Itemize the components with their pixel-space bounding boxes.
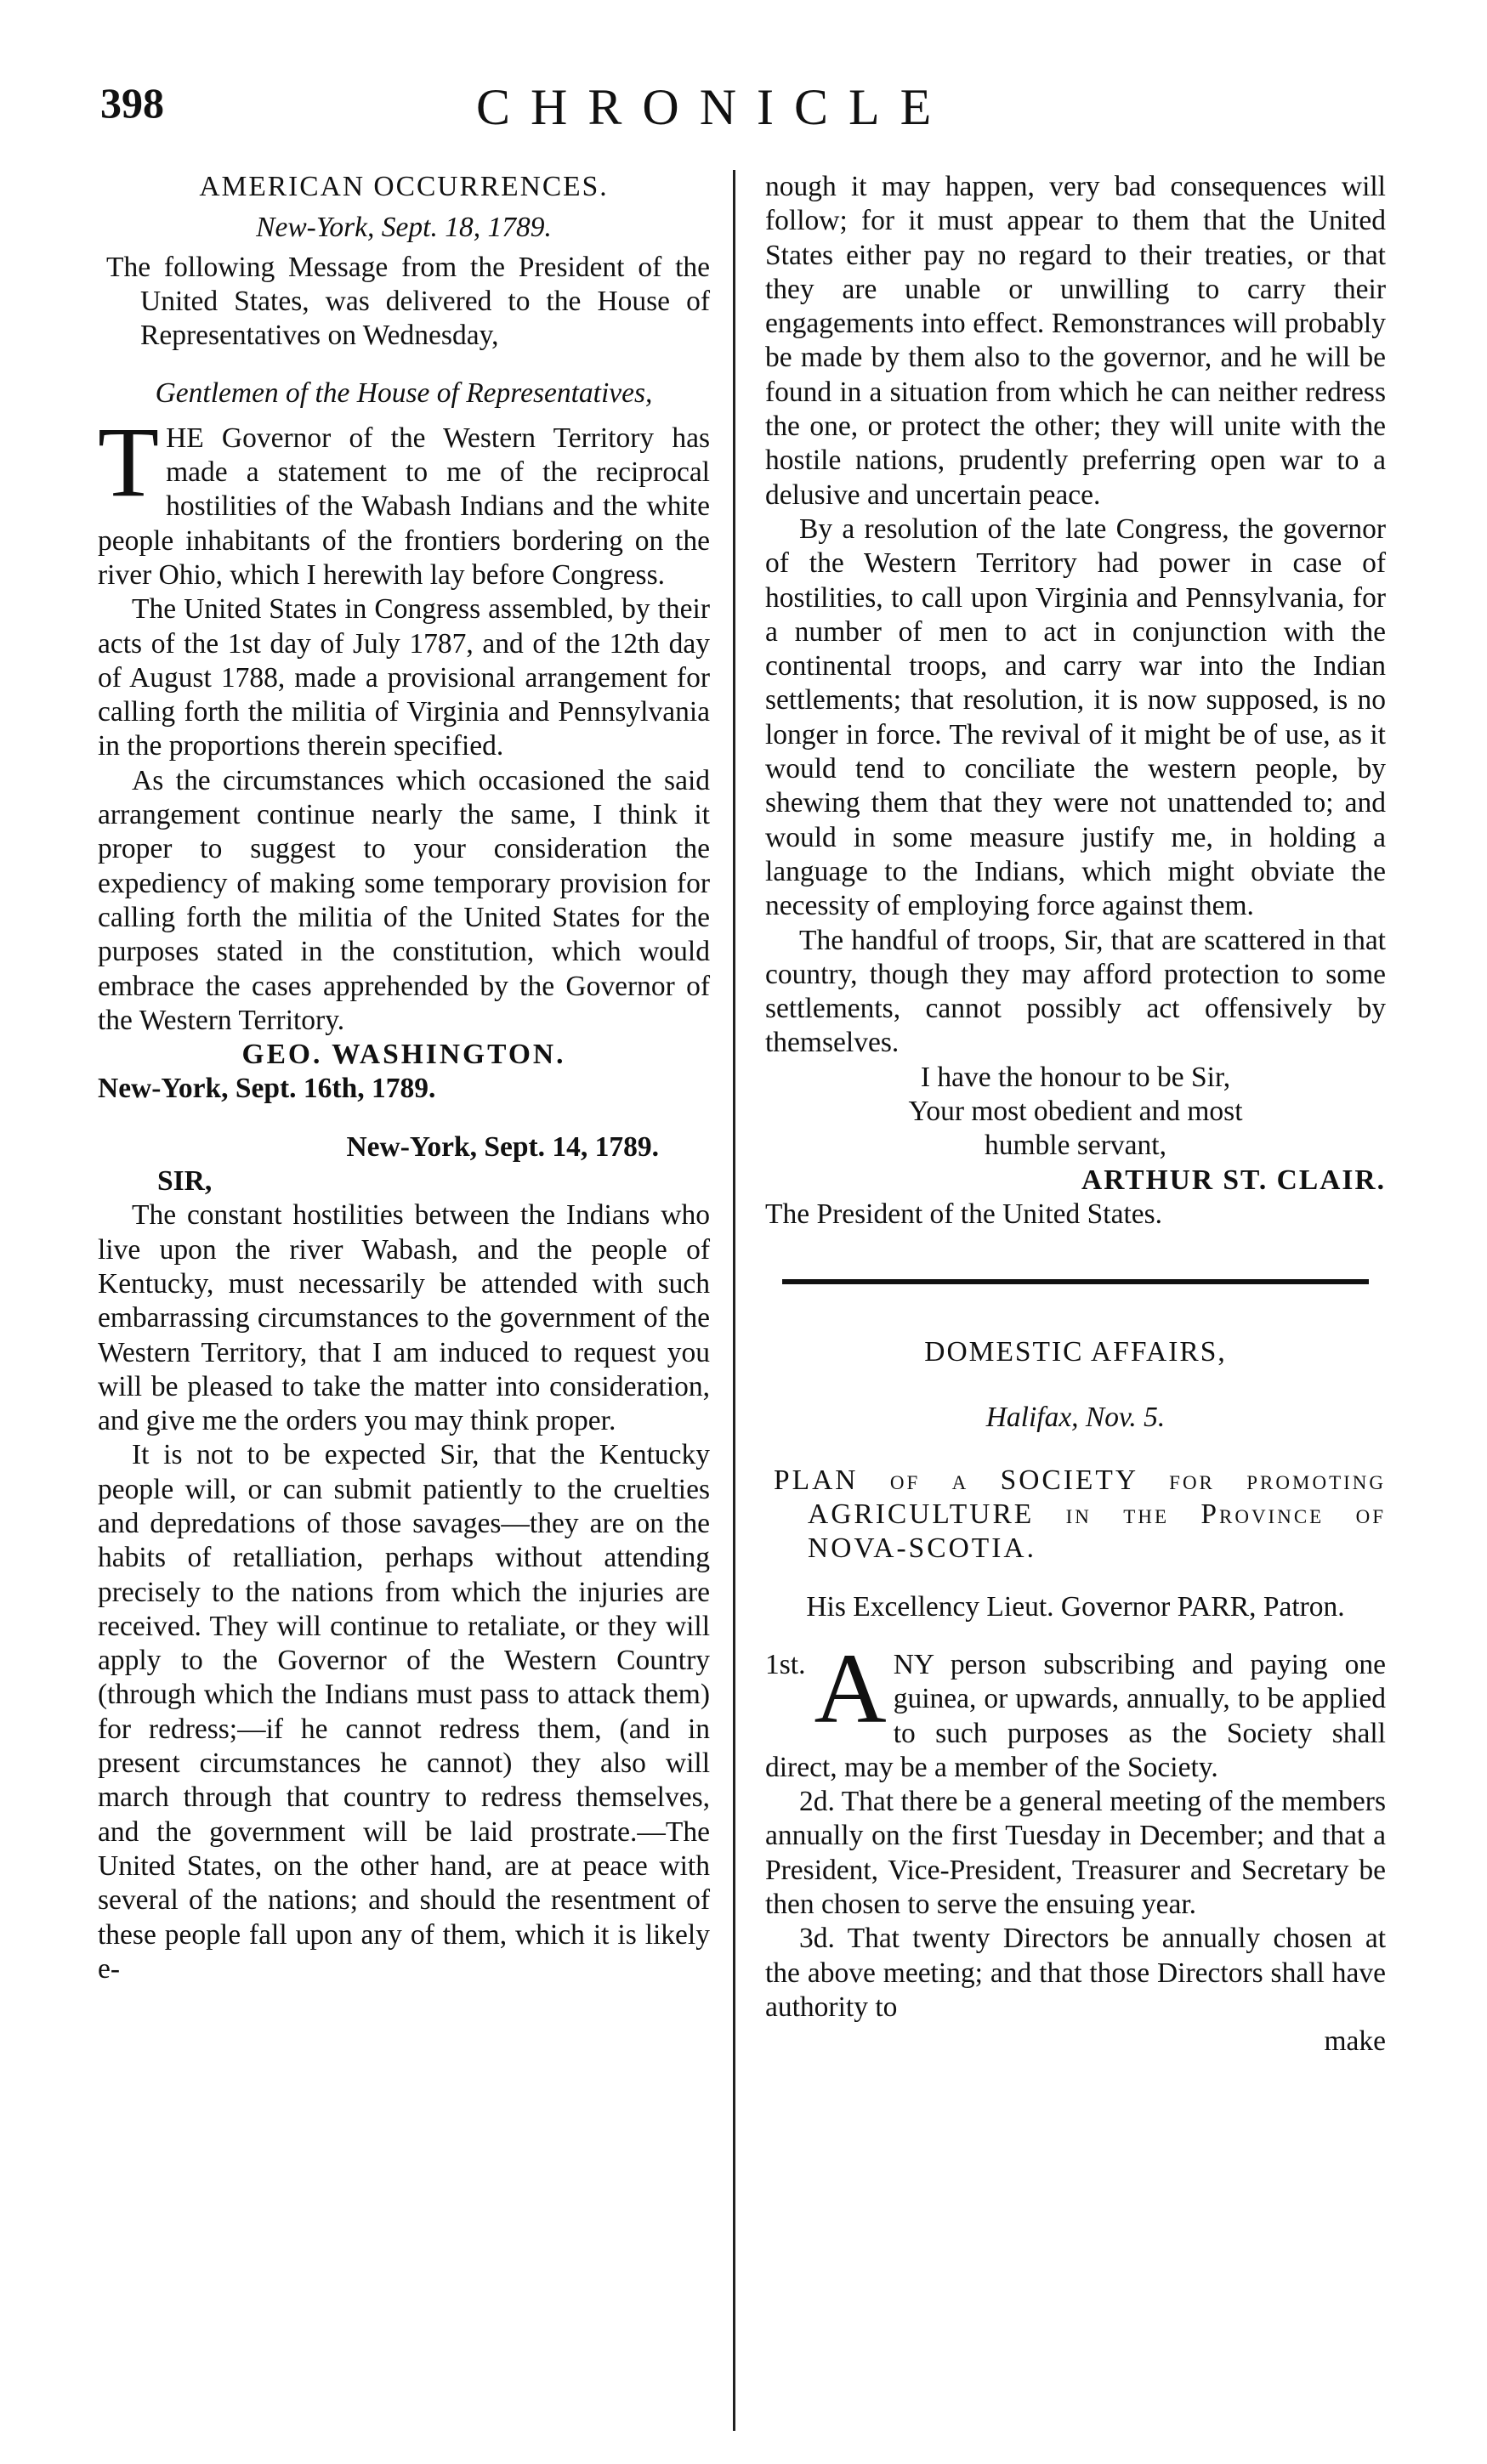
closing-line-3: humble servant, [985, 1130, 1166, 1162]
signature-st-clair: ARTHUR ST. CLAIR. [1081, 1164, 1386, 1196]
item-2: 2d. That there be a general meeting of the members annually on the first Tuesday in December; and that a President, Vice-President, Treasurer and Secretary be then chosen to serve the ensuing year. [765, 1786, 1386, 1921]
paragraph-3: As the circumstances which occasioned the said arrangement continue nearly the same, I think it proper to suggest to your consideration the expediency of making some temporary provision for calling forth the militia of the United States for the purposes stated in the constitution, which would embrace the cases apprehended by the Governor of the Western Territory. [98, 764, 710, 1036]
paragraph-7: By a resolution of the late Congress, the governor of the Western Territory had power in case of hostilities, to call upon Virginia and Pennsylvania, for a number of men to act in conjunction with the continental troops, and carry war into the Indian settlements; that resolution, it is now supposed, is no longer in force. The revival of it might be of use, as it would tend to conciliate the western people, by shewing them that they were not unattended to; and would in some measure justify me, in holding a language to the Indians, which might obviate the necessity of employing force against them. [765, 513, 1386, 922]
page-number: 398 [100, 79, 164, 127]
right-column [765, 170, 1386, 2059]
paragraph-5: It is not to be expected Sir, that the Kentucky people will, or can submit patiently to the cruelties and depredations of those savages—they are on the habits of retalliation, perhaps without attending precisely to the nations from which the injuries are received. They will continue to retaliate, or they will apply to the Governor of the Western Country (through which the Indians must pass to attack them) for redress;—if he cannot redress them, (and in present circumstances he cannot) they also will march through that country to redress themselves, and the government will be laid prostrate.—The United States, on the other hand, are at peace with several of the nations; and should the resentment of these people fall upon any of them, which it is likely e- [98, 1439, 710, 1985]
item-1-text: NY person subscribing and paying one guinea, or upwards, annually, to be applied to such purposes as the Society shall direct, may be a member of the Society. [765, 1648, 1386, 1783]
paragraph-2: The United States in Congress assembled, by their acts of the 1st day of July 1787, and of the 12th day of August 1788, made a provisional arrangement for calling forth the militia of Virginia and Pennsylvania in the proportions therein specified. [98, 593, 710, 762]
dateline-sept-18: New-York, Sept. 18, 1789. [256, 212, 552, 244]
salutation: Gentlemen of the House of Representatives, [155, 377, 653, 410]
plan-title: PLAN of a SOCIETY for promoting AGRICULTURE in the Province of NOVA-SCOTIA. [774, 1464, 1386, 1565]
message-intro: The following Message from the President of the United States, was delivered to the House of Representatives on Wednesday, [106, 251, 710, 352]
catchword: make [1324, 2025, 1386, 2058]
closing-line-2: Your most obedient and most [908, 1096, 1243, 1128]
addressee: The President of the United States. [765, 1198, 1163, 1230]
signature-washington: GEO. WASHINGTON. [241, 1039, 566, 1071]
section-title-american-occurrences: AMERICAN OCCURRENCES. [199, 171, 609, 202]
section-divider [782, 1279, 1369, 1284]
dateline-sept-14: New-York, Sept. 14, 1789. [346, 1130, 659, 1163]
paragraph-6: nough it may happen, very bad consequences will follow; for it must appear to them that the United States either pay no regard to their treaties, or that they are unable or unwilling to carry their engagements into effect. Remonstrances will probably be made by them also to the governor, and he will be found in a situation from which he can neither redress the one, or protect the other; they will unite with the hostile nations, prudently preferring open war to a delusive and uncertain peace. [765, 171, 1386, 511]
closing-line-1: I have the honour to be Sir, [920, 1061, 1231, 1093]
signature-date: New-York, Sept. 16th, 1789. [98, 1073, 436, 1105]
salutation-sir: SIR, [157, 1165, 213, 1198]
drop-cap-a: A [814, 1632, 887, 1744]
column-rule [733, 170, 735, 2431]
drop-cap-t: T [98, 405, 160, 518]
paragraph-8: The handful of troops, Sir, that are scattered in that country, though they may afford protection to some settlements, cannot possibly act offensively by themselves. [765, 924, 1386, 1059]
patron-line: His Excellency Lieut. Governor PARR, Patron. [806, 1590, 1345, 1623]
item-1-number: 1st. [765, 1648, 806, 1680]
paragraph-1-text: HE Governor of the Western Territory has made a statement to me of the reciprocal hostilities of the Wabash Indians and the white people inhabitants of the frontiers bordering on the river Ohio, which I herewith lay before Congress. [98, 422, 710, 591]
paragraph-4: The constant hostilities between the Indians who live upon the river Wabash, and the people of Kentucky, must necessarily be attended with such embarrassing circumstances to the government of the Western Territory, that I am induced to request you will be pleased to take the matter into consideration, and give me the orders you may think proper. [98, 1199, 710, 1437]
section-title-domestic-affairs: DOMESTIC AFFAIRS, [924, 1336, 1227, 1368]
dateline-halifax: Halifax, Nov. 5. [985, 1401, 1166, 1433]
running-head: CHRONICLE [476, 79, 952, 135]
item-1 [765, 1632, 1386, 1785]
left-column [98, 170, 710, 1986]
item-3: 3d. That twenty Directors be annually chosen at the above meeting; and that those Directors shall have authority to [765, 1923, 1386, 2023]
paragraph-1 [98, 405, 710, 592]
